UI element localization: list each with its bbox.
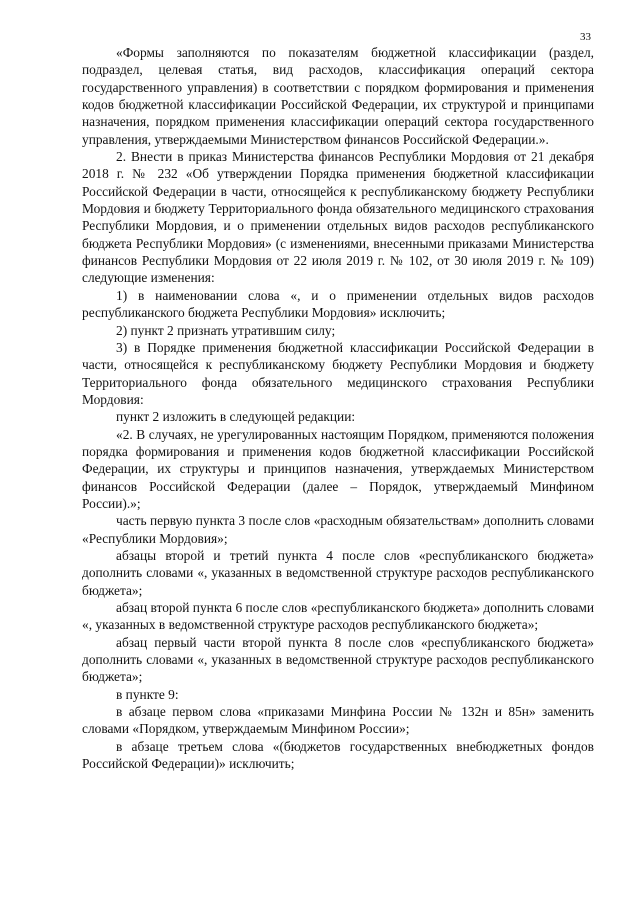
paragraph: 1) в наименовании слова «, и о применении отдельных видов расходов республиканского бюджета Республики Мордовия» исключить;	[82, 287, 594, 321]
paragraph: в абзаце третьем слова «(бюджетов государственных внебюджетных фондов Российской Федерации)» исключить;	[82, 738, 594, 772]
paragraph: пункт 2 изложить в следующей редакции:	[116, 409, 356, 425]
paragraph: часть первую пункта 3 после слов «расходным обязательствам» дополнить словами «Республики Мордовия»;	[82, 513, 594, 546]
page-number: 33	[580, 31, 591, 43]
document-body	[82, 44, 594, 772]
paragraph: «Формы заполняются по показателям бюджетной классификации (раздел, подраздел, целевая статья, вид расходов, классификация операций сектора государственного управления) в соответствии с порядком формирования и применения кодов бюджетной классификации Российской Федерации, их структурой и принципами назначения, порядком применения классификации операций сектора государственного управления, утверждаемыми Министерством финансов Российской Федерации.».	[82, 45, 594, 147]
paragraph: в абзаце первом слова «приказами Минфина России № 132н и 85н» заменить словами «Порядком, утверждаемым Минфином России»;	[82, 704, 594, 737]
paragraph: абзац второй пункта 6 после слов «республиканского бюджета» дополнить словами «, указанных в ведомственной структуре расходов республиканского бюджета»;	[82, 600, 594, 633]
paragraph: абзацы второй и третий пункта 4 после слов «республиканского бюджета» дополнить словами «, указанных в ведомственной структуре расходов республиканского бюджета»;	[82, 547, 594, 598]
paragraph: 2) пункт 2 признать утратившим силу;	[116, 322, 336, 338]
paragraph: «2. В случаях, не урегулированных настоящим Порядком, применяются положения порядка формирования и применения кодов бюджетной классификации Российской Федерации, их структуры и принципов назначения, утверждаемых Министерством финансов Российской Федерации (далее – Порядок, утверждаемый Минфином России).»;	[82, 426, 594, 511]
paragraph: 3) в Порядке применения бюджетной классификации Российской Федерации в части, относящейся к республиканскому бюджету Республики Мордовия и бюджету Территориального фонда обязательного медицинского страхования Республики Мордовия:	[82, 339, 594, 407]
paragraph: 2. Внести в приказ Министерства финансов Республики Мордовия от 21 декабря 2018 г. № 232 «Об утверждении Порядка применения бюджетной классификации Российской Федерации в части, относящейся к республиканскому бюджету Республики Мордовия и бюджету Территориального фонда обязательного медицинского страхования Республики Мордовия, и о применении отдельных видов расходов республиканского бюджета Республики Мордовия» (с изменениями, внесенными приказами Министерства финансов Республики Мордовия от 22 июля 2019 г. № 102, от 30 июля 2019 г. № 109) следующие изменения:	[82, 149, 594, 286]
paragraph: в пункте 9:	[116, 686, 179, 702]
paragraph: абзац первый части второй пункта 8 после слов «республиканского бюджета» дополнить словами «, указанных в ведомственной структуре расходов республиканского бюджета»;	[82, 634, 594, 685]
